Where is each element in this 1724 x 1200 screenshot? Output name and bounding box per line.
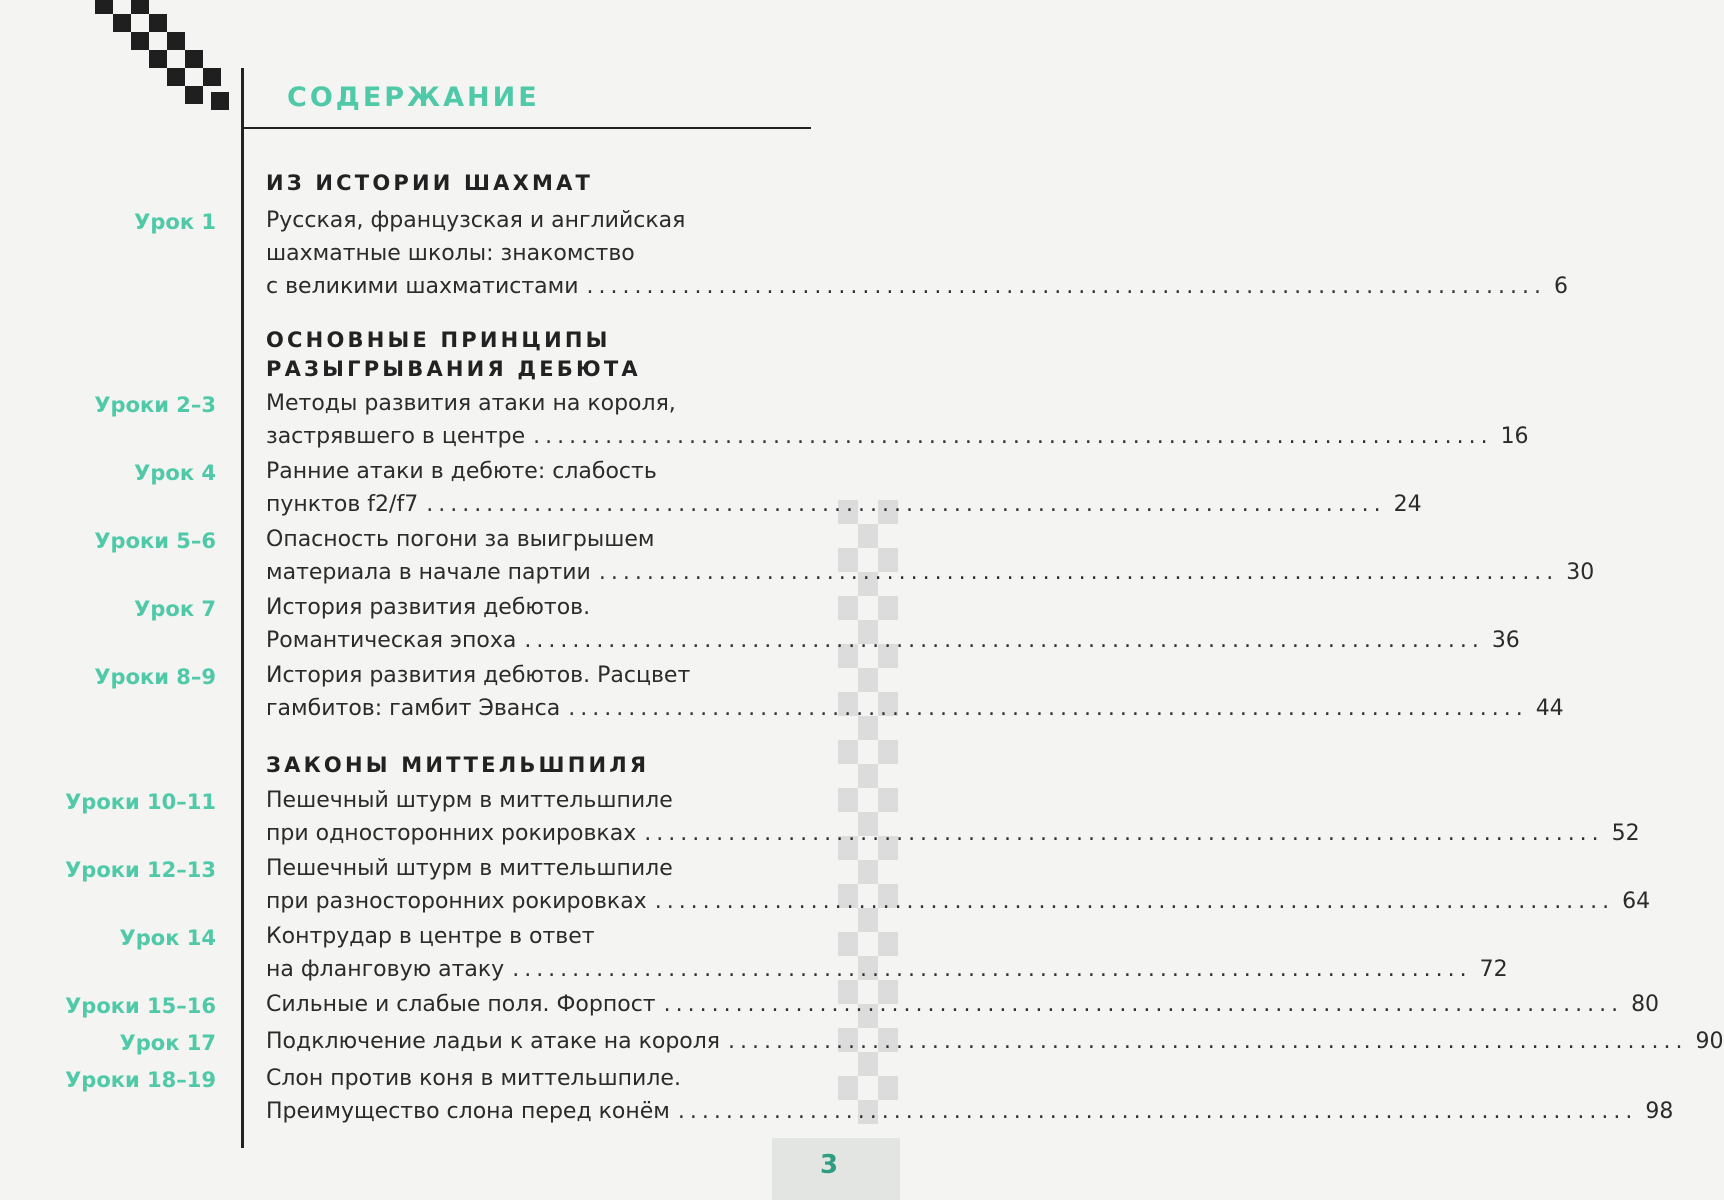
entry-page-number: 30 xyxy=(1566,560,1595,585)
lesson-label: Уроки 12–13 xyxy=(65,858,216,882)
edge-checker-square xyxy=(858,860,878,884)
section-heading: ОСНОВНЫЕ ПРИНЦИПЫ xyxy=(266,328,611,352)
entry-last-line xyxy=(266,988,1660,1021)
dot-leader: ................................................................................ xyxy=(654,889,1615,914)
entry-page-number: 98 xyxy=(1645,1099,1674,1124)
dot-leader: ................................................................................ xyxy=(663,992,1624,1017)
edge-checker-square xyxy=(878,596,898,620)
edge-checker-square xyxy=(838,788,858,812)
entry-last-line xyxy=(266,624,1520,657)
toc-entry[interactable] xyxy=(266,591,1520,657)
edge-checker-square xyxy=(838,596,858,620)
entry-page-number: 72 xyxy=(1479,957,1508,982)
checker-square xyxy=(131,0,149,14)
entry-page-number: 90 xyxy=(1695,1029,1724,1054)
entry-title-line: гамбитов: гамбит Эванса xyxy=(266,696,561,721)
toc-entry[interactable] xyxy=(266,659,1564,725)
toc-entry[interactable] xyxy=(266,455,1422,521)
section-heading: ЗАКОНЫ МИТТЕЛЬШПИЛЯ xyxy=(266,753,650,777)
entry-title-line: с великими шахматистами xyxy=(266,274,579,299)
checker-square xyxy=(167,68,185,86)
entry-last-line xyxy=(266,270,1568,303)
toc-entry[interactable] xyxy=(266,852,1651,918)
lesson-label: Урок 7 xyxy=(134,597,216,621)
dot-leader: ................................................................................ xyxy=(524,628,1484,653)
checker-square xyxy=(149,14,167,32)
entry-last-line xyxy=(266,420,1529,453)
edge-checker-square xyxy=(858,668,878,692)
checker-square xyxy=(167,32,185,50)
entry-last-line xyxy=(266,488,1422,521)
entry-title-line: шахматные школы: знакомство xyxy=(266,241,635,266)
lesson-label: Урок 14 xyxy=(119,926,216,950)
dot-leader: ................................................................................ xyxy=(586,274,1546,299)
toc-entry[interactable] xyxy=(266,204,1568,303)
entry-title-line: при разносторонних рокировках xyxy=(266,889,647,914)
lesson-label: Уроки 18–19 xyxy=(65,1068,216,1092)
checker-square xyxy=(211,92,229,110)
entry-title-line: Контрудар в центре в ответ xyxy=(266,924,595,949)
entry-title-line: Пешечный штурм в миттельшпиле xyxy=(266,856,673,881)
checker-square xyxy=(113,14,131,32)
edge-checker-square xyxy=(838,740,858,764)
edge-checker-square xyxy=(858,524,878,548)
entry-last-line xyxy=(266,953,1508,986)
dot-leader: ................................................................................ xyxy=(426,492,1386,517)
lesson-label: Уроки 15–16 xyxy=(65,994,216,1018)
section-heading: ИЗ ИСТОРИИ ШАХМАТ xyxy=(266,171,594,195)
dot-leader: ................................................................................ xyxy=(533,424,1493,449)
entry-last-line xyxy=(266,692,1564,725)
lesson-label: Урок 17 xyxy=(119,1031,216,1055)
entry-title-line: Методы развития атаки на короля, xyxy=(266,391,676,416)
edge-checker-square xyxy=(878,740,898,764)
lesson-label: Уроки 5–6 xyxy=(94,529,216,553)
checker-square xyxy=(131,32,149,50)
entry-title-line: Ранние атаки в дебюте: слабость xyxy=(266,459,657,484)
entry-title-line: Романтическая эпоха xyxy=(266,628,517,653)
entry-title-line: Сильные и слабые поля. Форпост xyxy=(266,992,656,1017)
lesson-label: Уроки 8–9 xyxy=(94,665,216,689)
entry-title-line: Преимущество слона перед конём xyxy=(266,1099,670,1124)
lesson-label: Уроки 10–11 xyxy=(65,790,216,814)
toc-entry[interactable] xyxy=(266,387,1529,453)
entry-title-line: при односторонних рокировках xyxy=(266,821,637,846)
toc-entry[interactable] xyxy=(266,523,1595,589)
toc-entry[interactable] xyxy=(266,1025,1724,1058)
entry-page-number: 64 xyxy=(1622,889,1651,914)
entry-title-line: Подключение ладьи к атаке на короля xyxy=(266,1029,721,1054)
dot-leader: ................................................................................ xyxy=(728,1029,1688,1054)
checker-square xyxy=(149,50,167,68)
lesson-label: Урок 4 xyxy=(134,461,216,485)
dot-leader: ................................................................................ xyxy=(677,1099,1638,1124)
checker-square xyxy=(95,0,113,14)
entry-title-line: на фланговую атаку xyxy=(266,957,505,982)
entry-page-number: 36 xyxy=(1491,628,1520,653)
edge-checker-square xyxy=(878,788,898,812)
entry-page-number: 24 xyxy=(1393,492,1422,517)
dot-leader: ................................................................................ xyxy=(512,957,1472,982)
entry-page-number: 80 xyxy=(1631,992,1660,1017)
entry-title-line: пунктов f2/f7 xyxy=(266,492,419,517)
entry-title-line: Русская, французская и английская xyxy=(266,208,686,233)
toc-entry[interactable] xyxy=(266,784,1640,850)
checker-square xyxy=(203,68,221,86)
entry-title-line: материала в начале партии xyxy=(266,560,591,585)
toc-entry[interactable] xyxy=(266,988,1660,1021)
page-number: 3 xyxy=(820,1150,839,1180)
entry-title-line: Опасность погони за выигрышем xyxy=(266,527,655,552)
entry-page-number: 6 xyxy=(1554,274,1568,299)
lesson-label: Урок 1 xyxy=(134,210,216,234)
entry-title-line: Пешечный штурм в миттельшпиле xyxy=(266,788,673,813)
entry-last-line xyxy=(266,556,1595,589)
dot-leader: ................................................................................ xyxy=(568,696,1528,721)
page-title: СОДЕРЖАНИЕ xyxy=(287,82,540,113)
toc-entry[interactable] xyxy=(266,920,1508,986)
toc-entry[interactable] xyxy=(266,1062,1674,1128)
section-heading: РАЗЫГРЫВАНИЯ ДЕБЮТА xyxy=(266,357,641,381)
dot-leader: ................................................................................ xyxy=(598,560,1559,585)
entry-last-line xyxy=(266,817,1640,850)
entry-page-number: 16 xyxy=(1500,424,1529,449)
title-rule xyxy=(241,127,811,129)
checker-square xyxy=(185,86,203,104)
entry-title-line: Слон против коня в миттельшпиле. xyxy=(266,1066,681,1091)
checker-square xyxy=(185,50,203,68)
entry-page-number: 52 xyxy=(1611,821,1640,846)
edge-checker-square xyxy=(858,764,878,788)
entry-title-line: История развития дебютов. xyxy=(266,595,591,620)
vertical-divider xyxy=(241,68,244,1148)
entry-title-line: История развития дебютов. Расцвет xyxy=(266,663,691,688)
entry-last-line xyxy=(266,1095,1674,1128)
lesson-label: Уроки 2–3 xyxy=(94,393,216,417)
entry-last-line xyxy=(266,885,1651,918)
entry-title-line: застрявшего в центре xyxy=(266,424,526,449)
dot-leader: ................................................................................ xyxy=(644,821,1604,846)
entry-page-number: 44 xyxy=(1535,696,1564,721)
entry-last-line xyxy=(266,1025,1724,1058)
